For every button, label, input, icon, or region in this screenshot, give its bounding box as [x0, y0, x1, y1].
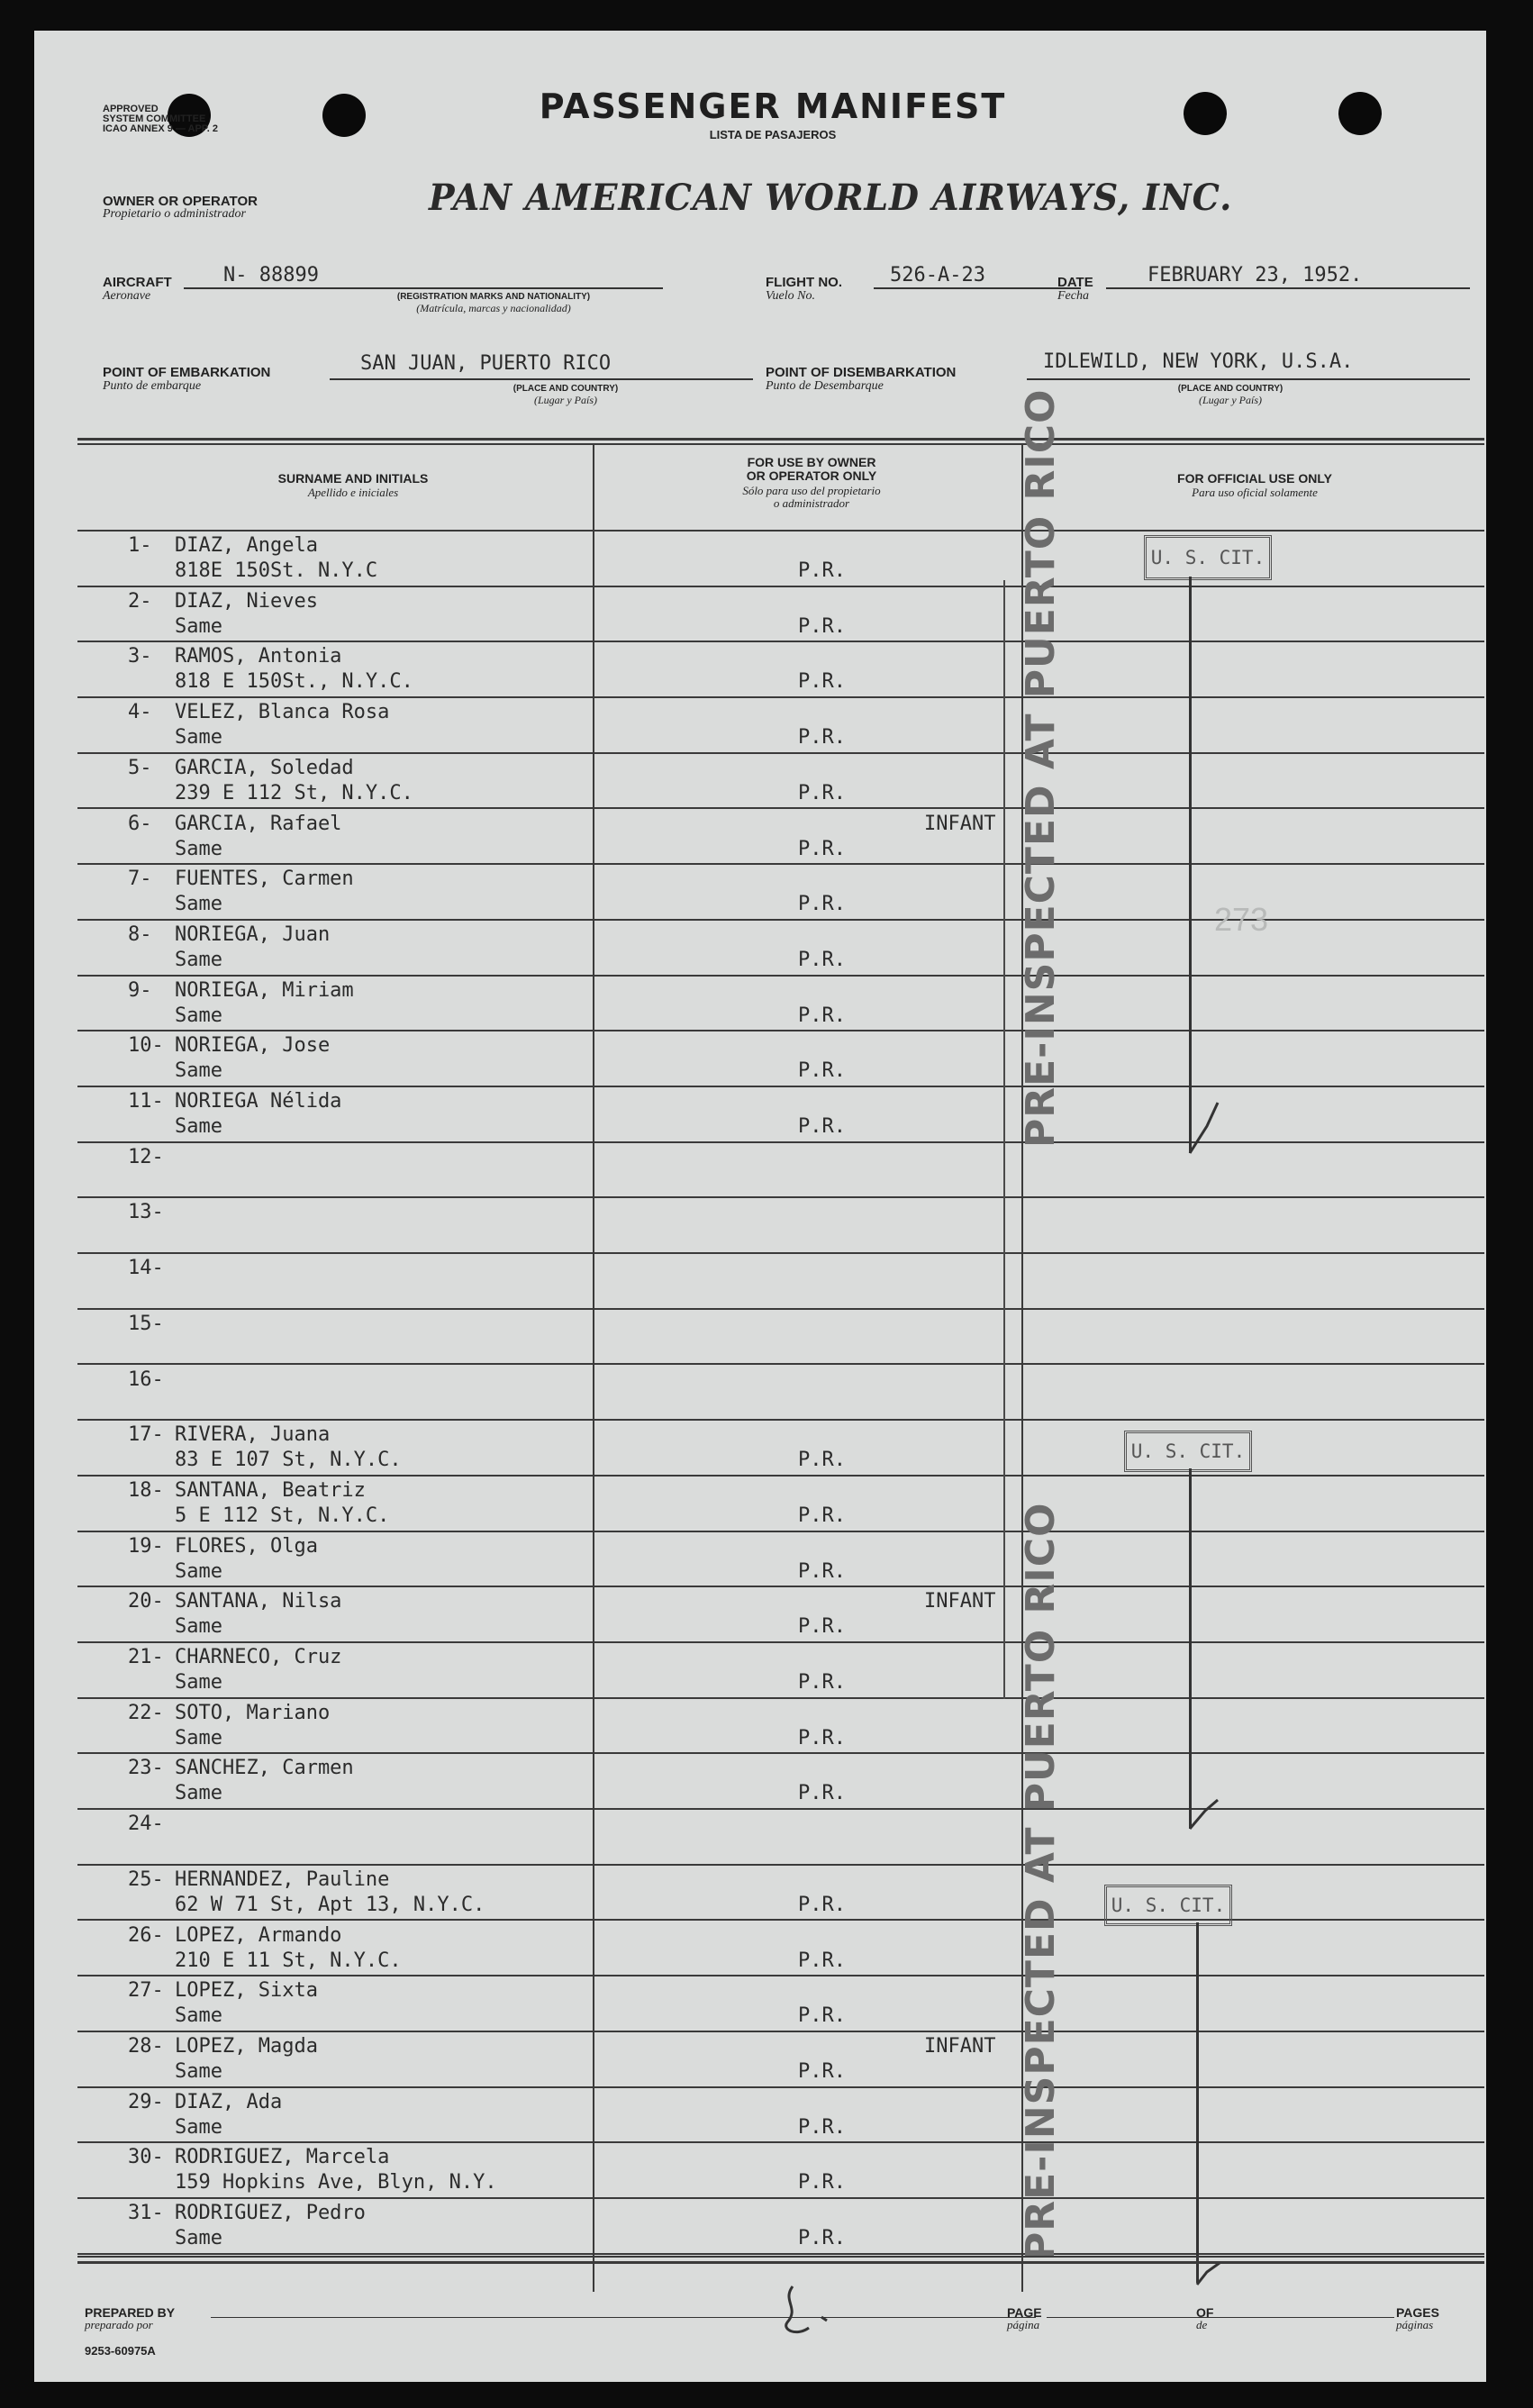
table-row — [77, 1421, 1484, 1476]
disembark-hint-es: (Lugar y País) — [1199, 394, 1262, 406]
owner-value: PAN AMERICAN WORLD AIRWAYS, INC. — [429, 177, 1233, 219]
passenger-note: INFANT — [924, 1590, 996, 1613]
table-row — [77, 1922, 1484, 1976]
operator-entry: P.R. — [798, 2059, 846, 2083]
table-bottom-rule — [77, 2261, 1484, 2264]
passenger-name: DIAZ, Angela — [175, 534, 318, 557]
operator-entry: P.R. — [798, 2004, 846, 2028]
column-header-operator-es: Sólo para uso del propietario — [742, 484, 881, 497]
passenger-name: SANTANA, Beatriz — [175, 1478, 366, 1502]
passenger-name: GARCIA, Soledad — [175, 756, 354, 779]
row-number: 2- — [128, 589, 152, 613]
table-row — [77, 1699, 1484, 1754]
table-row — [77, 1477, 1484, 1531]
passenger-address: Same — [175, 1004, 222, 1027]
operator-entry: P.R. — [798, 837, 846, 860]
table-top-rule — [77, 443, 1484, 445]
row-number: 28- — [128, 2034, 164, 2058]
embark-hint-es: (Lugar y País) — [534, 394, 597, 406]
passenger-address: Same — [175, 948, 222, 971]
approval-line: ICAO ANNEX 9 — APP. 2 — [103, 123, 218, 134]
row-number: 6- — [128, 812, 152, 835]
table-row — [77, 1532, 1484, 1587]
operator-entry: P.R. — [798, 1782, 846, 1805]
table-row — [77, 1754, 1484, 1809]
approval-line: APPROVED — [103, 104, 159, 114]
passenger-address: 83 E 107 St, N.Y.C. — [175, 1449, 402, 1472]
table-row — [77, 1976, 1484, 2031]
page-title-es: LISTA DE PASAJEROS — [709, 128, 837, 141]
table-row — [77, 1143, 1484, 1198]
column-header-official: FOR OFFICIAL USE ONLY — [1177, 471, 1332, 486]
table-row — [77, 698, 1484, 753]
table-row — [77, 810, 1484, 865]
header-rule — [77, 530, 1484, 532]
row-number: 27- — [128, 1979, 164, 2003]
row-number: 1- — [128, 534, 152, 557]
passenger-name: NORIEGA, Miriam — [175, 978, 354, 1002]
date-label: DATE — [1057, 275, 1093, 290]
table-row — [77, 1198, 1484, 1253]
table-row — [77, 2199, 1484, 2254]
passenger-address: Same — [175, 1726, 222, 1749]
row-number: 12- — [128, 1145, 164, 1168]
disembark-underline — [1027, 378, 1470, 380]
check-mark-icon — [1194, 2259, 1225, 2290]
disembark-label-es: Punto de Desembarque — [766, 379, 884, 393]
prepared-label-es: preparado por — [85, 2318, 153, 2331]
operator-entry: P.R. — [798, 559, 846, 582]
table-row — [77, 2088, 1484, 2143]
table-row — [77, 1587, 1484, 1642]
passenger-name: GARCIA, Rafael — [175, 812, 342, 835]
operator-entry: P.R. — [798, 670, 846, 694]
operator-entry: P.R. — [798, 948, 846, 971]
passenger-address: Same — [175, 1615, 222, 1639]
passenger-name: CHARNECO, Cruz — [175, 1646, 342, 1668]
embark-value: SAN JUAN, PUERTO RICO — [360, 352, 612, 375]
table-row — [77, 642, 1484, 697]
passenger-address: Same — [175, 2227, 222, 2249]
prepared-label: PREPARED BY — [85, 2305, 176, 2320]
table-row — [77, 754, 1484, 809]
row-number: 20- — [128, 1590, 164, 1613]
operator-entry: P.R. — [798, 726, 846, 750]
passenger-address: Same — [175, 1782, 222, 1805]
punch-hole-4 — [1338, 92, 1382, 135]
column-header-surname: SURNAME AND INITIALS — [277, 471, 429, 486]
operator-entry: P.R. — [798, 893, 846, 916]
table-row — [77, 1031, 1484, 1086]
embark-label: POINT OF EMBARKATION — [103, 365, 271, 380]
row-number: 16- — [128, 1368, 164, 1391]
operator-entry: P.R. — [798, 2171, 846, 2194]
page-label: PAGE — [1007, 2305, 1042, 2320]
operator-entry: P.R. — [798, 1559, 846, 1583]
passenger-name: FUENTES, Carmen — [175, 868, 354, 891]
table-row — [77, 1310, 1484, 1365]
column-header-operator: FOR USE BY OWNER — [747, 455, 876, 469]
row-number: 8- — [128, 922, 152, 946]
owner-label: OWNER OR OPERATOR — [103, 194, 258, 209]
passenger-name: LOPEZ, Sixta — [175, 1979, 318, 2003]
operator-entry: P.R. — [798, 1893, 846, 1916]
row-number: 5- — [128, 756, 152, 779]
row-number: 22- — [128, 1701, 164, 1724]
row-number: 21- — [128, 1646, 164, 1668]
row-number: 14- — [128, 1257, 164, 1280]
passenger-address: Same — [175, 2059, 222, 2083]
row-number: 23- — [128, 1757, 164, 1780]
table-row — [77, 921, 1484, 976]
operator-entry: P.R. — [798, 614, 846, 638]
passenger-address: 5 E 112 St, N.Y.C. — [175, 1504, 390, 1527]
passenger-name: FLORES, Olga — [175, 1534, 318, 1558]
passenger-address: Same — [175, 1115, 222, 1138]
row-number: 10- — [128, 1034, 164, 1058]
row-number: 26- — [128, 1923, 164, 1947]
page-underline — [1047, 2317, 1218, 2318]
passenger-name: LOPEZ, Magda — [175, 2034, 318, 2058]
operator-entry: P.R. — [798, 1449, 846, 1472]
passenger-name: LOPEZ, Armando — [175, 1923, 342, 1947]
row-number: 30- — [128, 2146, 164, 2169]
passenger-address: Same — [175, 726, 222, 750]
passenger-name: NORIEGA, Juan — [175, 922, 331, 946]
row-rule — [77, 2253, 1484, 2255]
passenger-name: HERNANDEZ, Pauline — [175, 1867, 390, 1891]
passenger-address: Same — [175, 2004, 222, 2028]
operator-entry: P.R. — [798, 1615, 846, 1639]
table-row — [77, 1254, 1484, 1309]
passenger-name: RODRIGUEZ, Pedro — [175, 2202, 366, 2224]
us-cit-stamp: U. S. CIT. — [1144, 535, 1272, 580]
of-label: OF — [1196, 2305, 1214, 2320]
aircraft-label-es: Aeronave — [103, 289, 151, 303]
operator-entry: P.R. — [798, 1949, 846, 1972]
row-number: 18- — [128, 1478, 164, 1502]
table-row — [77, 532, 1484, 586]
passenger-name: NORIEGA, Jose — [175, 1034, 331, 1058]
owner-label-es: Propietario o administrador — [103, 207, 246, 221]
row-number: 17- — [128, 1423, 164, 1447]
check-mark-icon — [1187, 1775, 1223, 1832]
passenger-name: SANTANA, Nilsa — [175, 1590, 342, 1613]
passenger-name: DIAZ, Ada — [175, 2090, 283, 2113]
preinspected-stamp: PRE-INSPECTED AT PUERTO RICO — [1018, 388, 1064, 1148]
passenger-name: RIVERA, Juana — [175, 1423, 331, 1447]
passenger-address: Same — [175, 1671, 222, 1694]
passenger-address: 62 W 71 St, Apt 13, N.Y.C. — [175, 1893, 485, 1916]
passenger-name: SOTO, Mariano — [175, 1701, 331, 1724]
table-row — [77, 2032, 1484, 2087]
row-number: 3- — [128, 645, 152, 668]
operator-entry: P.R. — [798, 1004, 846, 1027]
operator-entry: P.R. — [798, 781, 846, 804]
passenger-name: RODRIGUEZ, Marcela — [175, 2146, 390, 2169]
row-number: 13- — [128, 1201, 164, 1224]
aircraft-underline — [184, 287, 663, 289]
table-row — [77, 977, 1484, 1031]
row-number: 7- — [128, 868, 152, 891]
passenger-address: Same — [175, 2115, 222, 2139]
operator-entry: P.R. — [798, 1059, 846, 1083]
passenger-name: DIAZ, Nieves — [175, 589, 318, 613]
passenger-address: Same — [175, 837, 222, 860]
form-number: 9253-60975A — [85, 2344, 156, 2358]
passenger-name: NORIEGA Nélida — [175, 1090, 342, 1113]
signature-scribble — [746, 2283, 854, 2346]
passenger-name: RAMOS, Antonia — [175, 645, 342, 668]
column-header-operator-2: OR OPERATOR ONLY — [746, 468, 877, 483]
date-value: FEBRUARY 23, 1952. — [1147, 264, 1363, 286]
us-cit-stamp: U. S. CIT. — [1124, 1431, 1252, 1472]
table-row — [77, 1810, 1484, 1865]
row-number: 15- — [128, 1312, 164, 1335]
embark-underline — [330, 378, 753, 380]
approval-line: SYSTEM COMMITTEE — [103, 114, 206, 124]
row-number: 4- — [128, 701, 152, 724]
us-cit-stamp: U. S. CIT. — [1104, 1885, 1232, 1926]
passenger-address: Same — [175, 614, 222, 638]
row-number: 19- — [128, 1534, 164, 1558]
stamp-margin-line — [1003, 580, 1005, 1699]
column-header-official-es: Para uso oficial solamente — [1192, 486, 1318, 499]
row-number: 29- — [128, 2090, 164, 2113]
flight-value: 526-A-23 — [890, 264, 985, 286]
check-mark-icon — [1187, 1099, 1223, 1157]
passenger-name: SANCHEZ, Carmen — [175, 1757, 354, 1780]
manifest-sheet — [34, 31, 1486, 2382]
aircraft-value: N- 88899 — [223, 264, 319, 286]
of-label-es: de — [1196, 2318, 1208, 2331]
disembark-value: IDLEWILD, NEW YORK, U.S.A. — [1043, 350, 1354, 373]
punch-hole-2 — [322, 94, 366, 137]
passenger-address: Same — [175, 893, 222, 916]
column-header-surname-es: Apellido e iniciales — [307, 486, 399, 499]
flight-underline — [874, 287, 1081, 289]
operator-entry: P.R. — [798, 2227, 846, 2249]
pages-label: PAGES — [1396, 2305, 1439, 2320]
preinspected-stamp: PRE-INSPECTED AT PUERTO RICO — [1018, 1502, 1064, 2261]
table-row — [77, 1087, 1484, 1142]
table-top-rule — [77, 438, 1484, 441]
row-number: 11- — [128, 1090, 164, 1113]
passenger-address: Same — [175, 1559, 222, 1583]
aircraft-hint: (REGISTRATION MARKS AND NATIONALITY) — [396, 292, 591, 302]
table-row — [77, 865, 1484, 920]
table-row — [77, 587, 1484, 642]
official-bracket-line — [1189, 577, 1192, 1153]
table-bottom-rule — [77, 2256, 1484, 2258]
passenger-address: 239 E 112 St, N.Y.C. — [175, 781, 413, 804]
embark-label-es: Punto de embarque — [103, 379, 202, 393]
passenger-address: 818E 150St. N.Y.C — [175, 559, 378, 582]
disembark-hint: (PLACE AND COUNTRY) — [1177, 384, 1284, 394]
row-number: 31- — [128, 2202, 164, 2224]
disembark-label: POINT OF DISEMBARKATION — [766, 365, 957, 380]
column-header-operator-es-2: o administrador — [773, 496, 850, 510]
table-row — [77, 1366, 1484, 1421]
aircraft-label: AIRCRAFT — [103, 275, 172, 290]
row-number: 9- — [128, 978, 152, 1002]
page-label-es: página — [1007, 2318, 1040, 2331]
operator-entry: P.R. — [798, 2115, 846, 2139]
page-title: PASSENGER MANIFEST — [539, 86, 1007, 126]
official-bracket-line — [1196, 1922, 1199, 2283]
date-underline — [1106, 287, 1470, 289]
operator-entry: P.R. — [798, 1504, 846, 1527]
prepared-underline — [211, 2317, 1036, 2318]
table-row — [77, 1643, 1484, 1698]
passenger-address: 210 E 11 St, N.Y.C. — [175, 1949, 402, 1972]
pages-label-es: páginas — [1396, 2318, 1434, 2331]
row-number: 24- — [128, 1813, 164, 1836]
of-underline — [1218, 2317, 1394, 2318]
passenger-address: 159 Hopkins Ave, Blyn, N.Y. — [175, 2171, 497, 2194]
flight-label-es: Vuelo No. — [766, 289, 815, 303]
aircraft-hint-es: (Matrícula, marcas y nacionalidad) — [416, 302, 571, 314]
passenger-name: VELEZ, Blanca Rosa — [175, 701, 390, 724]
operator-entry: P.R. — [798, 1671, 846, 1694]
operator-entry: P.R. — [798, 1726, 846, 1749]
embark-hint: (PLACE AND COUNTRY) — [513, 384, 619, 394]
passenger-note: INFANT — [924, 2034, 996, 2058]
passenger-address: Same — [175, 1059, 222, 1083]
date-label-es: Fecha — [1057, 289, 1089, 303]
approval-block — [103, 104, 328, 134]
table-row — [77, 2143, 1484, 2198]
passenger-note: INFANT — [924, 812, 996, 835]
table-row — [77, 1866, 1484, 1921]
punch-hole-3 — [1184, 92, 1227, 135]
faint-official-mark: 273 — [1214, 901, 1269, 938]
row-number: 25- — [128, 1867, 164, 1891]
passenger-address: 818 E 150St., N.Y.C. — [175, 670, 413, 694]
flight-label: FLIGHT NO. — [766, 275, 842, 290]
operator-entry: P.R. — [798, 1115, 846, 1138]
